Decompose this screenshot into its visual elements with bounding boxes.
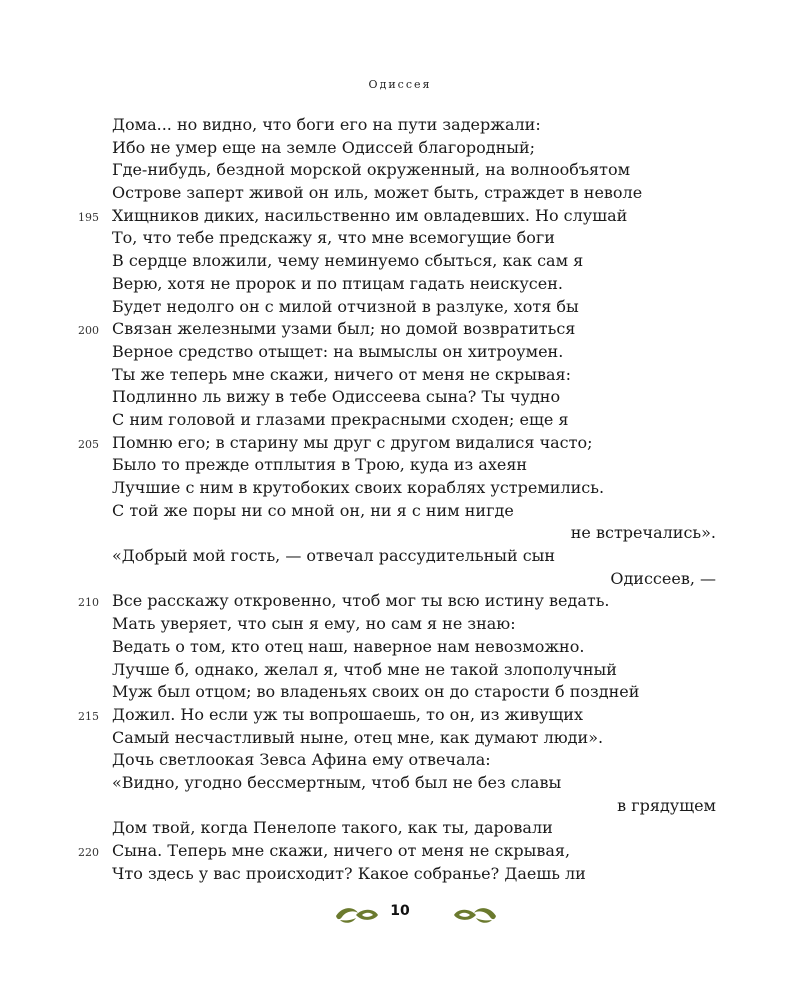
- verse-line: [0, 137, 800, 160]
- verse-line: [0, 749, 800, 772]
- verse-line: [0, 681, 800, 704]
- verse-line: [0, 613, 800, 636]
- page-footer: [0, 900, 800, 930]
- verse-text: Сына. Теперь мне скажи, ничего от меня не скрывая,: [112, 841, 571, 860]
- verse-line: [0, 704, 800, 727]
- verse-line: [0, 114, 800, 137]
- verse-line: [0, 273, 800, 296]
- page-number: 10: [390, 903, 410, 919]
- line-number: 195: [78, 210, 99, 224]
- olive-leaf-ornament-icon: [452, 904, 498, 930]
- verse-text: в грядущем: [617, 795, 716, 815]
- verse-line: [0, 454, 800, 477]
- verse-line: [0, 817, 800, 840]
- verse-text: С ним головой и глазами прекрасными сходен; еще я: [112, 409, 569, 429]
- line-number: 200: [78, 324, 99, 338]
- verse-text: Дом твой, когда Пенелопе такого, как ты, даровали: [112, 818, 553, 838]
- verse-text: «Добрый мой гость, — отвечал рассудительный сын: [112, 546, 556, 566]
- verse-line: [0, 545, 800, 568]
- verse-text: Ты же теперь мне скажи, ничего от меня не скрывая:: [112, 364, 571, 384]
- verse-line: [0, 500, 800, 523]
- verse-text: Связан железными узами был; но домой возвратиться: [112, 319, 576, 339]
- verse-text: Ведать о том, кто отец наш, наверное нам невозможно.: [112, 636, 585, 656]
- verse-text: Дома... но видно, что боги его на пути задержали:: [112, 115, 541, 134]
- verse-text: Мать уверяет, что сын я ему, но сам я не знаю:: [112, 614, 516, 634]
- verse-text: Хищников диких, насильственно им овладевших. Но слушай: [112, 205, 628, 225]
- verse-text: В сердце вложили, чему неминуемо сбыться, как сам я: [112, 251, 584, 271]
- verse-text: Подлинно ль вижу в тебе Одиссеева сына? Ты чудно: [112, 387, 561, 407]
- verse-line: [0, 659, 800, 682]
- olive-leaf-ornament-icon: [334, 904, 380, 930]
- verse-line: [0, 636, 800, 659]
- verse-text: Дочь светлоокая Зевса Афина ему отвечала:: [112, 750, 491, 770]
- verse-line: [0, 250, 800, 273]
- verse-line: [0, 568, 800, 591]
- verse-text: Муж был отцом; во владеньях своих он до старости б поздней: [112, 682, 640, 702]
- verse-text: Острове заперт живой он иль, может быть, страждет в неволе: [112, 183, 643, 203]
- verse-line: [0, 477, 800, 500]
- verse-line: [0, 182, 800, 205]
- verse-line: [0, 772, 800, 795]
- verse-line: [0, 159, 800, 182]
- verse-text: Ибо не умер еще на земле Одиссей благородный;: [112, 137, 536, 157]
- verse-text: Верю, хотя не пророк и по птицам гадать неискусен.: [112, 273, 563, 293]
- verse-text: Что здесь у вас происходит? Какое собранье? Даешь ли: [112, 863, 586, 883]
- verse-line: [0, 727, 800, 750]
- verse-text: Будет недолго он с милой отчизной в разлуке, хотя бы: [112, 296, 579, 316]
- verse-text: Лучше б, однако, желал я, чтоб мне не такой злополучный: [112, 659, 617, 679]
- verse-text: Лучшие с ним в крутобоких своих кораблях устремились.: [112, 478, 605, 497]
- running-title: Одиссея: [368, 78, 432, 91]
- line-number: 210: [78, 596, 99, 610]
- line-number: 220: [78, 846, 99, 859]
- verse-text: не встречались».: [570, 523, 716, 543]
- verse-text: «Видно, угодно бессмертным, чтоб был не без славы: [112, 772, 562, 792]
- verse-text: С той же поры ни со мной он, ни я с ним нигде: [112, 500, 514, 520]
- verse-line: [0, 341, 800, 364]
- line-number: 205: [78, 437, 99, 451]
- verse-text: То, что тебе предскажу я, что мне всемогущие боги: [112, 228, 555, 248]
- poem-text: [0, 114, 800, 885]
- verse-text: Было то прежде отплытия в Трою, куда из ахеян: [112, 455, 528, 475]
- verse-text: Все расскажу откровенно, чтоб мог ты всю истину ведать.: [112, 591, 610, 611]
- verse-text: Верное средство отыщет: на вымыслы он хитроумен.: [112, 341, 564, 361]
- verse-line: [0, 227, 800, 250]
- verse-text: Помню его; в старину мы друг с другом видалися часто;: [112, 432, 593, 452]
- verse-line: [0, 296, 800, 319]
- verse-text: Самый несчастливый ныне, отец мне, как думают люди».: [112, 727, 604, 747]
- verse-line: [0, 863, 800, 886]
- verse-line: [0, 795, 800, 818]
- verse-line: [0, 432, 800, 455]
- verse-line: [0, 522, 800, 545]
- verse-line: [0, 840, 800, 863]
- verse-line: [0, 318, 800, 341]
- verse-line: [0, 364, 800, 387]
- verse-text: Дожил. Но если уж ты вопрошаешь, то он, из живущих: [112, 704, 583, 724]
- verse-text: Одиссеев, —: [610, 568, 716, 588]
- line-number: 215: [78, 709, 99, 723]
- verse-line: [0, 205, 800, 228]
- verse-line: [0, 409, 800, 432]
- verse-line: [0, 590, 800, 613]
- verse-text: Где-нибудь, бездной морской окруженный, на волнообъятом: [112, 160, 631, 180]
- verse-line: [0, 386, 800, 409]
